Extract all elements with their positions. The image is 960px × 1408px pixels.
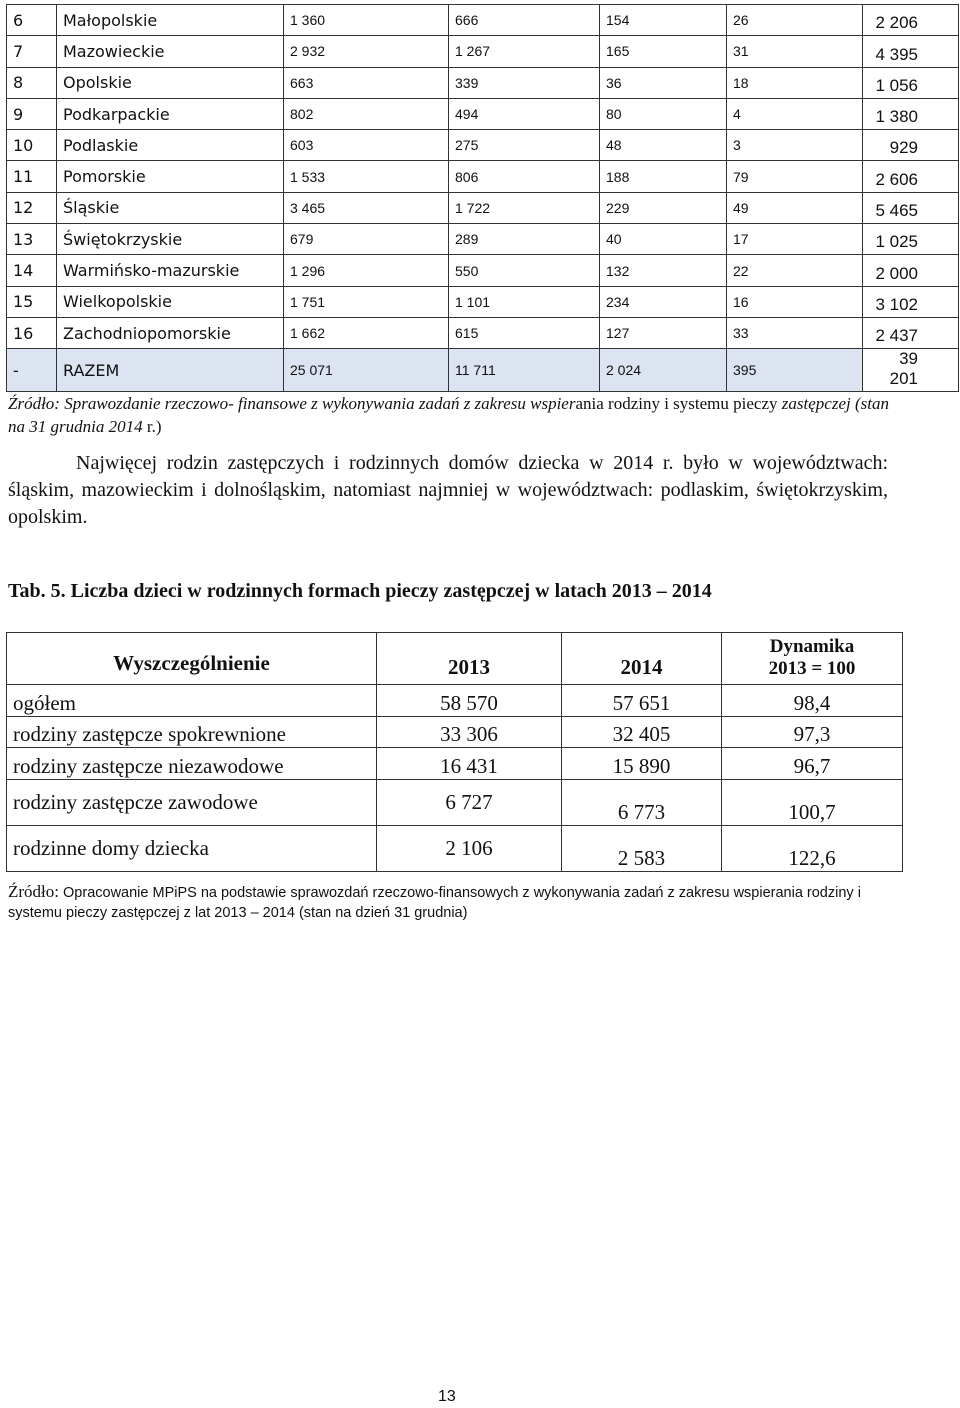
cell-c3: 132 bbox=[600, 255, 727, 286]
cell-lp: 13 bbox=[7, 224, 57, 255]
cell-c3: 40 bbox=[600, 224, 727, 255]
source2-text: Opracowanie MPiPS na podstawie sprawozdań rzeczowo-finansowych z wykonywania zadań z zakresu wspierania rodziny i systemu pieczy zastępczej z lat 2013 – 2014 (stan na dzień 31 grudnia) bbox=[8, 885, 861, 921]
cell-total: 929 bbox=[863, 130, 959, 161]
cell-c3: 36 bbox=[600, 67, 727, 98]
cell-y2013: 2 106 bbox=[377, 825, 562, 871]
cell-name: Warmińsko-mazurskie bbox=[57, 255, 284, 286]
table-row bbox=[7, 286, 959, 317]
cell-c1: 1 662 bbox=[284, 317, 449, 348]
cell-c3: 229 bbox=[600, 192, 727, 223]
cell-c2: 615 bbox=[449, 317, 600, 348]
cell-c1: 3 465 bbox=[284, 192, 449, 223]
cell-c2: 550 bbox=[449, 255, 600, 286]
cell-dyn: 97,3 bbox=[722, 716, 903, 748]
summary-paragraph: Najwięcej rodzin zastępczych i rodzinnych domów dziecka w 2014 r. było w województwach: śląskim, mazowieckim i dolnośląskim, natomiast najmniej w województwach: podlaskim, świętokrzyskim, opolskim. bbox=[8, 452, 888, 528]
table-row bbox=[7, 255, 959, 286]
table-row bbox=[7, 748, 903, 780]
header-dyn-line1: Dynamika bbox=[769, 636, 855, 657]
cell-y2013: 6 727 bbox=[377, 779, 562, 825]
source1-part2: ania rodziny i systemu pieczy bbox=[575, 394, 778, 413]
cell-dyn: 98,4 bbox=[722, 685, 903, 717]
cell-c1: 1 751 bbox=[284, 286, 449, 317]
cell-lp: 15 bbox=[7, 286, 57, 317]
cell-label: rodzinne domy dziecka bbox=[7, 825, 377, 871]
cell-name: Opolskie bbox=[57, 67, 284, 98]
table-row bbox=[7, 36, 959, 67]
cell-name: Podlaskie bbox=[57, 130, 284, 161]
cell-lp: 11 bbox=[7, 161, 57, 192]
tab5-header-row bbox=[7, 633, 903, 685]
cell-c4: 26 bbox=[727, 5, 863, 36]
page-number: 13 bbox=[438, 1388, 456, 1405]
cell-lp: 10 bbox=[7, 130, 57, 161]
table-row bbox=[7, 192, 959, 223]
cell-y2013: 33 306 bbox=[377, 716, 562, 748]
cell-c1: 2 932 bbox=[284, 36, 449, 67]
cell-c3: 154 bbox=[600, 5, 727, 36]
cell-label: ogółem bbox=[7, 685, 377, 717]
cell-c1: 1 296 bbox=[284, 255, 449, 286]
tab5-source bbox=[8, 882, 908, 923]
cell-dyn: 96,7 bbox=[722, 748, 903, 780]
cell-lp: 9 bbox=[7, 98, 57, 129]
cell-y2014: 2 583 bbox=[562, 825, 722, 871]
cell-c2: 289 bbox=[449, 224, 600, 255]
cell-c3: 80 bbox=[600, 98, 727, 129]
sum-cell-c4: 395 bbox=[727, 349, 863, 392]
table-row bbox=[7, 161, 959, 192]
table-row bbox=[7, 685, 903, 717]
cell-y2013: 16 431 bbox=[377, 748, 562, 780]
header-2014: 2014 bbox=[562, 633, 722, 685]
cell-total: 2 606 bbox=[863, 161, 959, 192]
cell-c4: 18 bbox=[727, 67, 863, 98]
cell-c2: 339 bbox=[449, 67, 600, 98]
cell-c4: 49 bbox=[727, 192, 863, 223]
table-row bbox=[7, 825, 903, 871]
cell-c3: 127 bbox=[600, 317, 727, 348]
cell-y2014: 32 405 bbox=[562, 716, 722, 748]
header-label-text: Wyszczególnienie bbox=[113, 651, 270, 675]
cell-lp: 7 bbox=[7, 36, 57, 67]
cell-total: 5 465 bbox=[863, 192, 959, 223]
cell-y2014: 57 651 bbox=[562, 685, 722, 717]
table-row bbox=[7, 98, 959, 129]
table-row bbox=[7, 67, 959, 98]
cell-c2: 1 267 bbox=[449, 36, 600, 67]
table-sum-row bbox=[7, 349, 959, 392]
cell-name: Małopolskie bbox=[57, 5, 284, 36]
table-row bbox=[7, 224, 959, 255]
cell-lp: 12 bbox=[7, 192, 57, 223]
cell-name: Wielkopolskie bbox=[57, 286, 284, 317]
cell-name: Podkarpackie bbox=[57, 98, 284, 129]
cell-name: Zachodniopomorskie bbox=[57, 317, 284, 348]
header-dynamics bbox=[722, 633, 903, 685]
cell-total: 4 395 bbox=[863, 36, 959, 67]
sum-cell-c2: 11 711 bbox=[449, 349, 600, 392]
table1-source bbox=[8, 392, 898, 438]
cell-c1: 663 bbox=[284, 67, 449, 98]
sum-cell-c3: 2 024 bbox=[600, 349, 727, 392]
cell-c4: 22 bbox=[727, 255, 863, 286]
source1-part4: r.) bbox=[142, 417, 162, 436]
regional-table bbox=[6, 4, 959, 392]
table-row bbox=[7, 779, 903, 825]
cell-c2: 1 722 bbox=[449, 192, 600, 223]
cell-c3: 165 bbox=[600, 36, 727, 67]
cell-c2: 1 101 bbox=[449, 286, 600, 317]
cell-dyn: 100,7 bbox=[722, 779, 903, 825]
header-label bbox=[7, 633, 377, 685]
sum-cell-name: RAZEM bbox=[57, 349, 284, 392]
table-row bbox=[7, 5, 959, 36]
source1-part3: zastępczej (stan na 31 grudnia 2014 bbox=[8, 394, 889, 436]
table-row bbox=[7, 317, 959, 348]
cell-total: 1 056 bbox=[863, 67, 959, 98]
cell-c1: 1 360 bbox=[284, 5, 449, 36]
cell-total: 2 437 bbox=[863, 317, 959, 348]
cell-c1: 679 bbox=[284, 224, 449, 255]
cell-c4: 3 bbox=[727, 130, 863, 161]
cell-label: rodziny zastępcze zawodowe bbox=[7, 779, 377, 825]
cell-lp: 16 bbox=[7, 317, 57, 348]
cell-c4: 33 bbox=[727, 317, 863, 348]
cell-c2: 806 bbox=[449, 161, 600, 192]
cell-c3: 234 bbox=[600, 286, 727, 317]
header-2013: 2013 bbox=[377, 633, 562, 685]
sum-cell-c1: 25 071 bbox=[284, 349, 449, 392]
cell-c1: 802 bbox=[284, 98, 449, 129]
cell-c3: 188 bbox=[600, 161, 727, 192]
cell-c2: 666 bbox=[449, 5, 600, 36]
source1-part1: Źródło: Sprawozdanie rzeczowo- finansowe z wykonywania zadań z zakresu wspier bbox=[8, 394, 576, 413]
sum-cell-total: 39 201 bbox=[863, 349, 959, 392]
cell-lp: 6 bbox=[7, 5, 57, 36]
cell-c4: 4 bbox=[727, 98, 863, 129]
cell-total: 2 000 bbox=[863, 255, 959, 286]
cell-c3: 48 bbox=[600, 130, 727, 161]
cell-name: Pomorskie bbox=[57, 161, 284, 192]
cell-c2: 275 bbox=[449, 130, 600, 161]
cell-c1: 603 bbox=[284, 130, 449, 161]
cell-c1: 1 533 bbox=[284, 161, 449, 192]
cell-c4: 79 bbox=[727, 161, 863, 192]
cell-lp: 8 bbox=[7, 67, 57, 98]
cell-label: rodziny zastępcze niezawodowe bbox=[7, 748, 377, 780]
table-row bbox=[7, 716, 903, 748]
cell-total: 1 380 bbox=[863, 98, 959, 129]
cell-c2: 494 bbox=[449, 98, 600, 129]
cell-total: 1 025 bbox=[863, 224, 959, 255]
cell-name: Śląskie bbox=[57, 192, 284, 223]
cell-total: 3 102 bbox=[863, 286, 959, 317]
cell-total: 2 206 bbox=[863, 5, 959, 36]
sum-cell-lp: - bbox=[7, 349, 57, 392]
cell-dyn: 122,6 bbox=[722, 825, 903, 871]
source2-label: Źródło: bbox=[8, 882, 59, 901]
tab5-table bbox=[6, 632, 903, 872]
cell-name: Świętokrzyskie bbox=[57, 224, 284, 255]
cell-y2014: 6 773 bbox=[562, 779, 722, 825]
tab5-title: Tab. 5. Liczba dzieci w rodzinnych formach pieczy zastępczej w latach 2013 – 2014 bbox=[8, 580, 712, 602]
cell-c4: 16 bbox=[727, 286, 863, 317]
cell-name: Mazowieckie bbox=[57, 36, 284, 67]
table-row bbox=[7, 130, 959, 161]
cell-lp: 14 bbox=[7, 255, 57, 286]
cell-c4: 17 bbox=[727, 224, 863, 255]
header-dyn-line2: 2013 = 100 bbox=[768, 658, 856, 679]
cell-y2013: 58 570 bbox=[377, 685, 562, 717]
cell-c4: 31 bbox=[727, 36, 863, 67]
cell-y2014: 15 890 bbox=[562, 748, 722, 780]
cell-label: rodziny zastępcze spokrewnione bbox=[7, 716, 377, 748]
